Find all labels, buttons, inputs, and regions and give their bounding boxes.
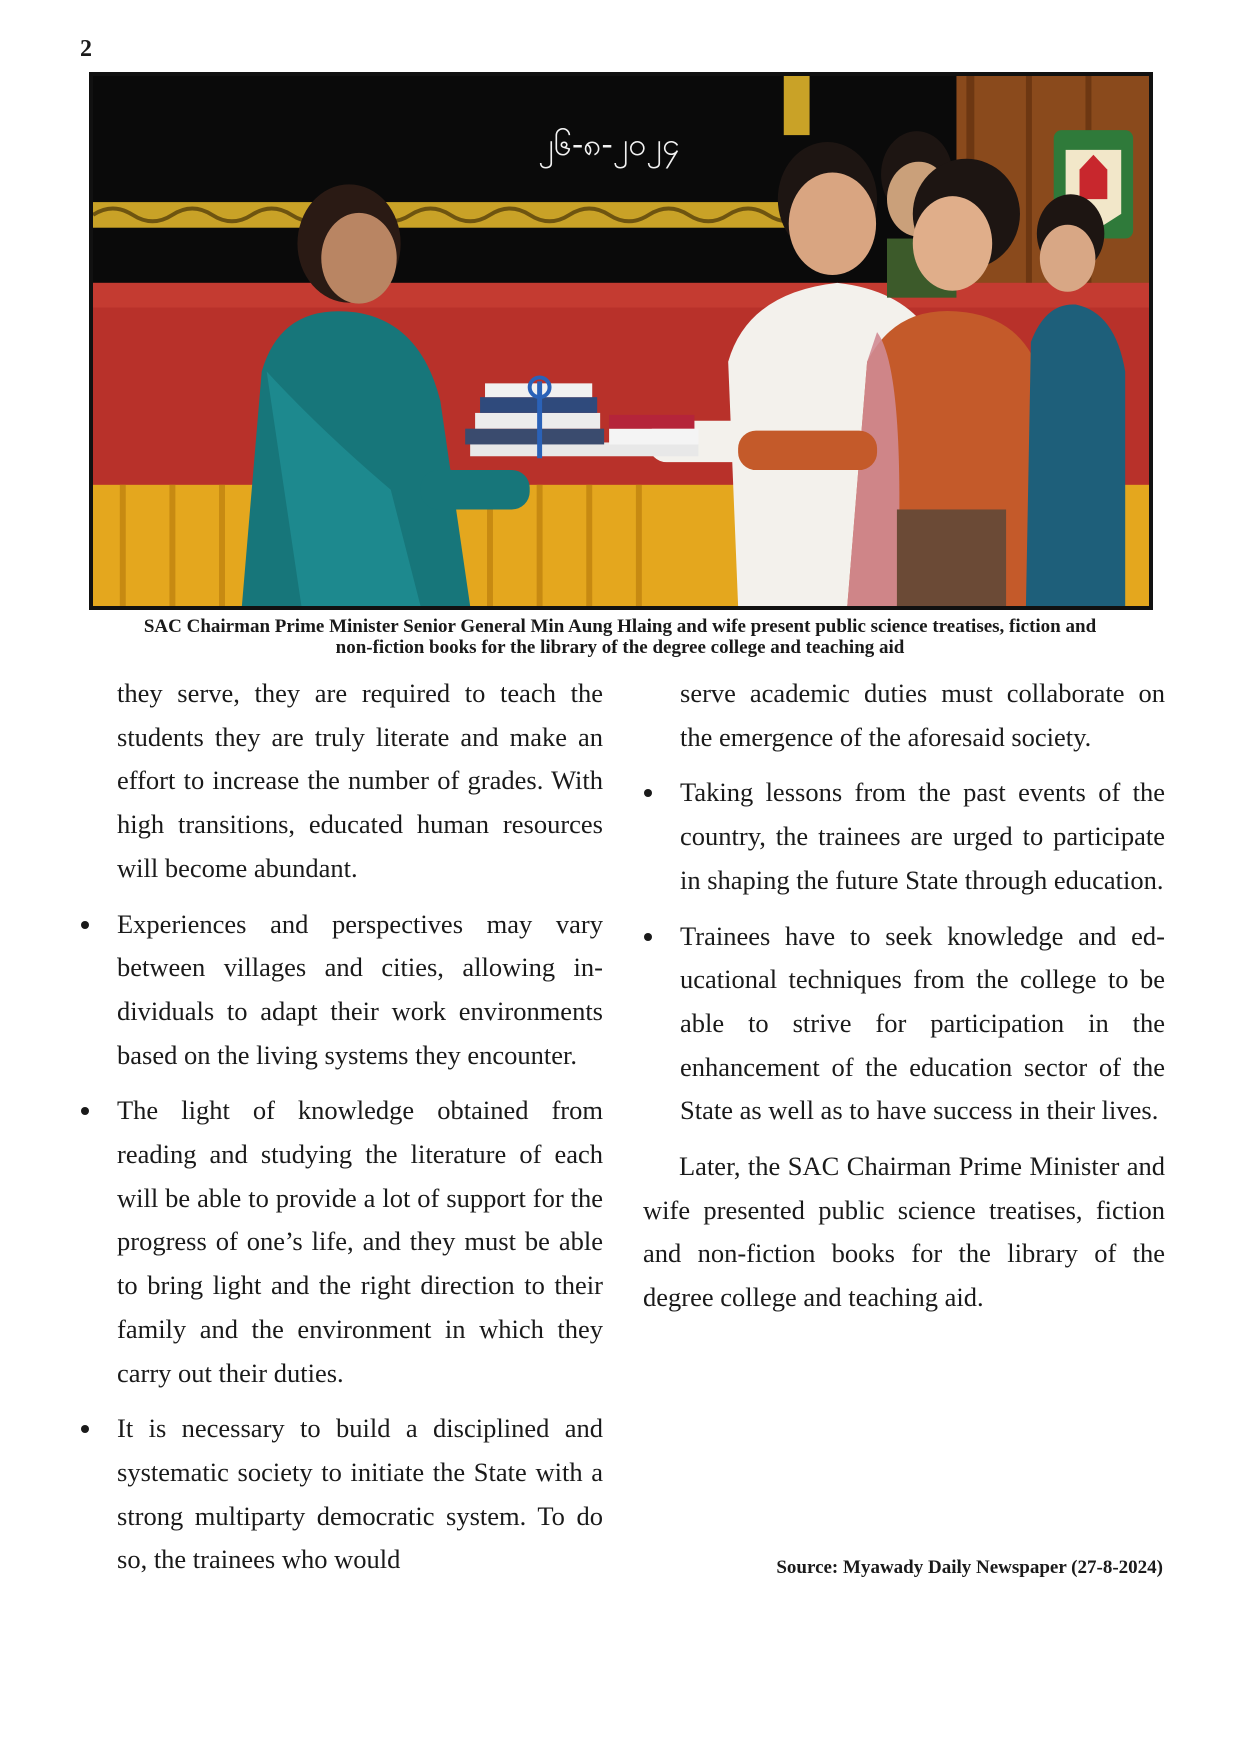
caption-line-2: non-fiction books for the library of the degree college and teaching aid: [335, 637, 905, 658]
bullet-text: Experiences and perspectives may vary between villages and cities, allowing individuals to adapt their work environments based on the living systems they encounter.: [117, 908, 603, 1070]
event-photo: [89, 72, 1153, 610]
photo-caption: [60, 616, 1180, 658]
list-item: [117, 1089, 603, 1395]
caption-line-1: SAC Chairman Prime Minister Senior General Min Aung Hlaing and wife present public science treatises, fiction and: [143, 616, 1097, 637]
left-column: [117, 672, 603, 1582]
bullet-icon: [81, 921, 89, 929]
bullet-text: Trainees have to seek knowledge and educational techniques from the college to be able to strive for participation in the enhancement of the education sector of the State as well as to have success in their lives.: [680, 920, 1165, 1126]
bullet-text: Taking lessons from the past events of the country, the trainees are urged to participate in shaping the future State through education.: [680, 777, 1165, 895]
bullet-icon: [644, 933, 652, 941]
event-photo-illustration: [93, 76, 1149, 606]
page-number: 2: [80, 36, 92, 62]
right-column: [643, 672, 1165, 1320]
bullet-text: It is necessary to build a disciplined and systematic society to initiate the State with a strong multiparty democratic system. To do so, the trainees who would: [117, 1413, 603, 1575]
bullet-icon: [81, 1107, 89, 1115]
bullet-icon: [644, 789, 652, 797]
list-item: [117, 903, 603, 1078]
bullet-icon: [81, 1425, 89, 1433]
list-item: [643, 915, 1165, 1134]
bullet-text: The light of knowledge obtained from reading and studying the literature of each will be able to provide a lot of support for the progress of one’s life, and they must be able to bring light and the right direction to their family and the environment in which they carry out their duties.: [117, 1095, 603, 1388]
list-item: [117, 1407, 603, 1582]
source-citation: Source: Myawady Daily Newspaper (27-8-2024): [776, 1557, 1163, 1578]
left-continuation-paragraph: they serve, they are required to teach the students they are truly literate and make an effort to increase the number of grades. With high transitions, educated human resources will become abundant.: [117, 678, 603, 883]
list-item: [643, 771, 1165, 902]
closing-paragraph: Later, the SAC Chairman Prime Minister and wife presented public science treatises, fiction and non-fiction books for the library of the degree college and teaching aid.: [643, 1151, 1165, 1313]
right-continuation-paragraph: serve academic duties must collaborate on the emergence of the aforesaid society.: [680, 678, 1165, 752]
banner-date: ၂၆-၈-၂၀၂၄: [538, 126, 680, 163]
